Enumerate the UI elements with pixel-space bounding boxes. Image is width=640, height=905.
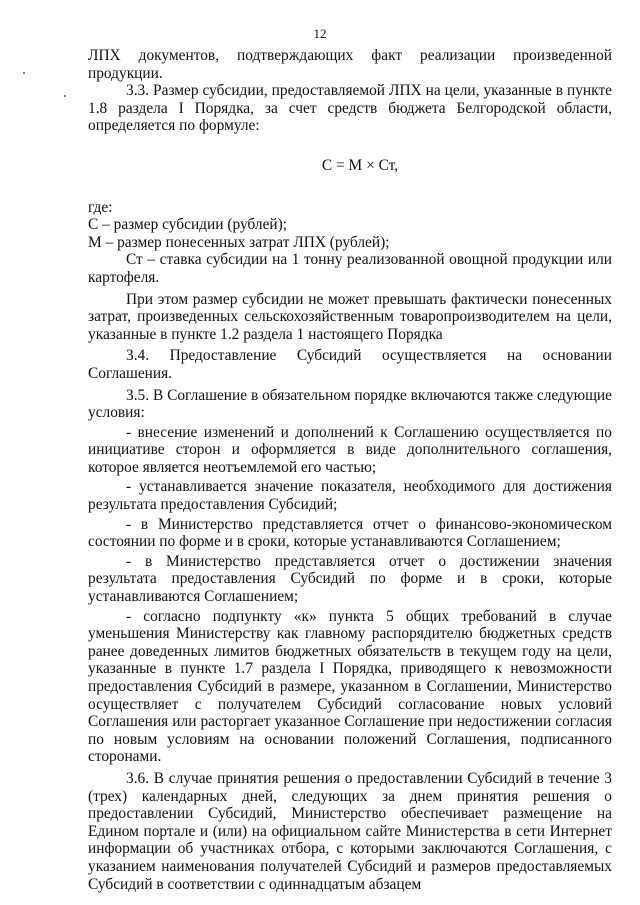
formula: C = M × Ст, [321,156,399,174]
paragraph-subsidy-limit: При этом размер субсидии не может превышать фактически понесенных затрат, произведенных сельскохозяйственным товаропроизводителем на цели, указанные в пункте 1.2 раздела 1 настоящего Порядка [88,290,612,343]
paragraph-3-3: 3.3. Размер субсидии, предоставляемой ЛПХ на цели, указанные в пункте 1.8 раздела I Порядка, за счет средств бюджета Белгородской области, определяется по формуле: [88,82,612,135]
formula-where: где: [88,198,113,216]
list-item: - устанавливается значение показателя, необходимого для достижения результата предоставления Субсидий; [88,478,612,514]
paragraph-continuation: ЛПХ документов, подтверждающих факт реализации произведенной продукции. [88,47,612,82]
paragraph-3-6: 3.6. В случае принятия решения о предоставлении Субсидий в течение 3 (трех) календарных дней, следующих за днем принятия решения о предоставлении Субсидий, Министерство обеспечивает размещение на Едином портале и (или) на официальном сайте Министерства в сети Интернет информации об участниках отбора, с которыми заключаются Соглашения, с указанием наименования получателей Субсидий и размеров предоставляемых Субсидий в соответствии с одиннадцатым абзацем [88,769,612,893]
definition-m: М – размер понесенных затрат ЛПХ (рублей); [88,233,390,251]
scan-speck [64,95,66,97]
document-body [88,47,612,893]
paragraph-3-5: 3.5. В Соглашение в обязательном порядке включаются также следующие условия: [88,386,612,422]
list-item: - в Министерство представляется отчет о достижении значения результата предоставления Субсидий по форме и в сроки, которые устанавливаются Соглашением; [88,552,612,606]
definition-st: Ст – ставка субсидии на 1 тонну реализованной овощной продукции или картофеля. [88,251,612,286]
list-item: - согласно подпункту «к» пункта 5 общих требований в случае уменьшения Министерству как главному распорядителю бюджетных средств ранее доведенных лимитов бюджетных обязательств в текущем году на цели, указанные в пункте 1.7 раздела I Порядка, приводящего к невозможности предоставления Субсидий в размере, указанном в Соглашении, Министерство осуществляет с получателем Субсидий согласование новых условий Соглашения или расторгает указанное Соглашение при недостижении согласия по новым условиям на основании положений Соглашения, подписанного сторонами. [88,607,612,766]
paragraph-3-4: 3.4. Предоставление Субсидий осуществляется на основании Соглашения. [88,347,612,382]
page-number: 12 [313,26,327,41]
list-item: - в Министерство представляется отчет о финансово-экономическом состоянии по форме и в сроки, которые устанавливаются Соглашением; [88,515,612,551]
scan-speck [23,72,25,74]
conditions-list [88,424,612,766]
list-item: - внесение изменений и дополнений к Соглашению осуществляется по инициативе сторон и оформляется в виде дополнительного соглашения, которое является неотъемлемой его частью; [88,423,612,476]
definition-c: С – размер субсидии (рублей); [88,216,288,234]
